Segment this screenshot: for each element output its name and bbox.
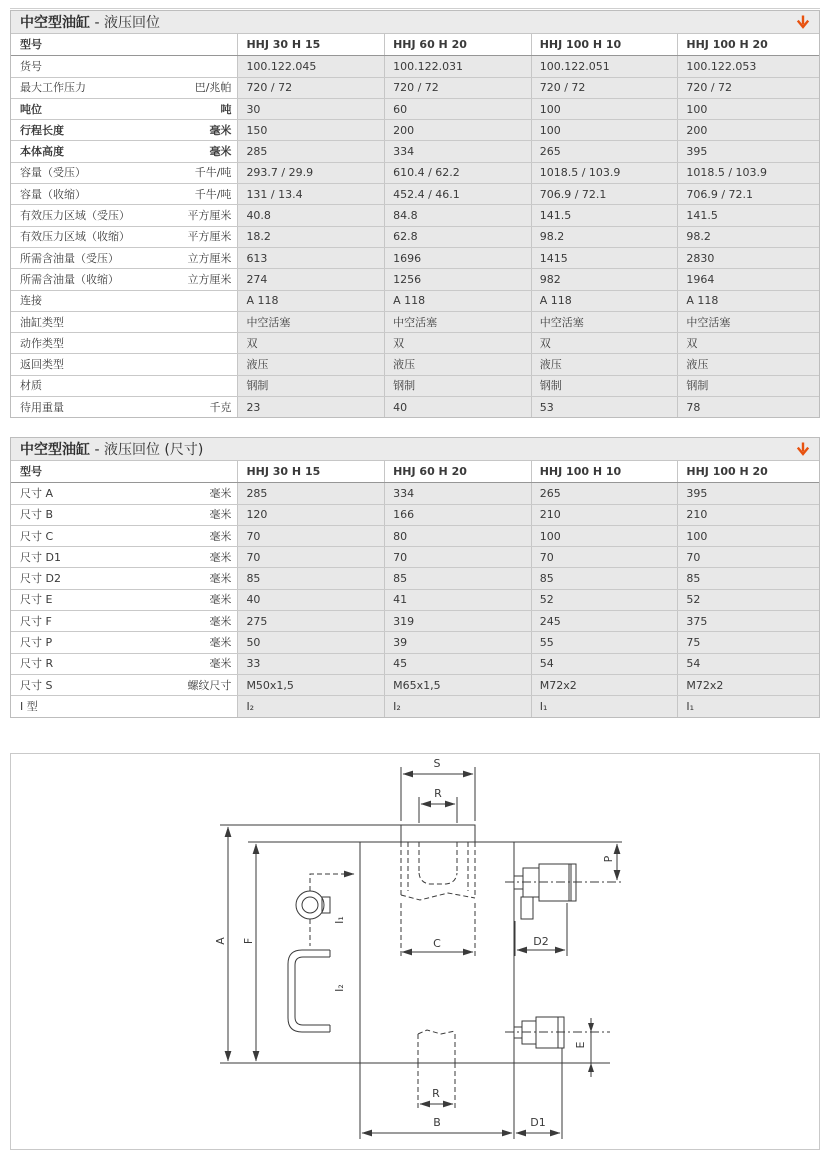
table-row <box>11 589 819 610</box>
table-row <box>11 204 819 225</box>
row-label: 货号 <box>20 59 42 73</box>
top-divider <box>10 8 820 9</box>
row-label-cell <box>11 526 237 546</box>
value-cell: 274 <box>237 269 384 289</box>
value-cell: 720 / 72 <box>531 78 678 98</box>
table-row <box>11 610 819 631</box>
row-label: 有效压力区域（收缩） <box>20 230 130 244</box>
value-cell: I₁ <box>531 696 678 716</box>
row-label-cell <box>11 675 237 695</box>
dimension-diagram <box>10 753 820 1150</box>
row-unit: 吨 <box>220 102 232 116</box>
table-row <box>11 119 819 140</box>
value-cell: 982 <box>531 269 678 289</box>
value-cell: 54 <box>531 654 678 674</box>
value-cell: 150 <box>237 120 384 140</box>
row-unit: 平方厘米 <box>187 209 232 223</box>
value-cell: 334 <box>384 141 531 161</box>
row-unit: 平方厘米 <box>187 230 232 244</box>
row-label: 尺寸 B <box>20 508 54 522</box>
row-label-cell <box>11 483 237 503</box>
row-label-cell <box>11 163 237 183</box>
row-unit: 毫米 <box>209 508 232 522</box>
row-label-cell <box>11 696 237 716</box>
table-row <box>11 332 819 353</box>
model-header-cell: HHJ 100 H 20 <box>677 34 819 55</box>
value-cell: 265 <box>531 141 678 161</box>
row-unit: 立方厘米 <box>187 251 232 265</box>
row-label-cell <box>11 99 237 119</box>
value-cell: 98.2 <box>677 227 819 247</box>
value-cell: 双 <box>384 333 531 353</box>
row-unit: 毫米 <box>209 550 232 564</box>
table-row <box>11 55 819 76</box>
value-cell: 70 <box>237 547 384 567</box>
value-cell: 53 <box>531 397 678 417</box>
dim-label-i2: I₂ <box>333 984 346 992</box>
value-cell: 钢制 <box>384 376 531 396</box>
value-cell: 54 <box>677 654 819 674</box>
value-cell: 100.122.053 <box>677 56 819 76</box>
value-cell: 2830 <box>677 248 819 268</box>
dim-label-e: E <box>574 1041 587 1049</box>
model-header-cell: HHJ 30 H 15 <box>237 34 384 55</box>
column-header-cell: 型号 <box>20 465 42 479</box>
value-cell: 141.5 <box>531 205 678 225</box>
table-row <box>11 396 819 417</box>
row-label: 连接 <box>20 294 42 308</box>
value-cell: 98.2 <box>531 227 678 247</box>
value-cell: 395 <box>677 141 819 161</box>
row-label: 待用重量 <box>20 400 64 414</box>
table1-title <box>20 12 160 32</box>
value-cell: 100.122.045 <box>237 56 384 76</box>
value-cell: I₂ <box>384 696 531 716</box>
table-row <box>11 268 819 289</box>
value-cell: 中空活塞 <box>531 312 678 332</box>
value-cell: 166 <box>384 505 531 525</box>
row-label-cell <box>11 547 237 567</box>
table2-title <box>20 439 203 459</box>
value-cell: 双 <box>237 333 384 353</box>
value-cell: 40 <box>384 397 531 417</box>
row-label-cell <box>11 291 237 311</box>
dim-label-b: B <box>433 1116 441 1129</box>
row-label-cell <box>11 205 237 225</box>
model-header-cell: HHJ 60 H 20 <box>384 461 531 482</box>
row-unit: 毫米 <box>209 657 232 671</box>
value-cell: M65x1,5 <box>384 675 531 695</box>
spec-table-section <box>10 10 820 418</box>
value-cell: 23 <box>237 397 384 417</box>
row-label: 本体高度 <box>20 145 64 159</box>
value-cell: 84.8 <box>384 205 531 225</box>
value-cell: M72x2 <box>677 675 819 695</box>
dimension-lines <box>228 774 617 1133</box>
value-cell: 100 <box>531 99 678 119</box>
row-label: 最大工作压力 <box>20 81 86 95</box>
row-label: 尺寸 D1 <box>20 550 61 564</box>
table-row <box>11 353 819 374</box>
value-cell: 452.4 / 46.1 <box>384 184 531 204</box>
row-label-cell <box>11 227 237 247</box>
row-label: I 型 <box>20 699 38 713</box>
value-cell: 319 <box>384 611 531 631</box>
table1-title-bar <box>11 11 819 34</box>
row-label: 尺寸 F <box>20 614 52 628</box>
row-unit: 螺纹尺寸 <box>187 678 232 692</box>
value-cell: 液压 <box>384 354 531 374</box>
value-cell: 中空活塞 <box>677 312 819 332</box>
handle-icon <box>288 950 330 1032</box>
value-cell: 285 <box>237 483 384 503</box>
row-label-cell <box>11 590 237 610</box>
table-row <box>11 631 819 652</box>
value-cell: 141.5 <box>677 205 819 225</box>
value-cell: I₂ <box>237 696 384 716</box>
value-cell: 钢制 <box>677 376 819 396</box>
dimension-labels <box>214 757 615 1129</box>
table-row <box>11 247 819 268</box>
dimension-table-section <box>10 437 820 718</box>
row-label: 材质 <box>20 379 42 393</box>
value-cell: 375 <box>677 611 819 631</box>
value-cell: 75 <box>677 632 819 652</box>
row-label: 尺寸 E <box>20 593 53 607</box>
value-cell: 100.122.031 <box>384 56 531 76</box>
value-cell: 1256 <box>384 269 531 289</box>
row-label: 尺寸 D2 <box>20 572 61 586</box>
table-row <box>11 567 819 588</box>
row-unit: 千牛/吨 <box>194 187 232 201</box>
value-cell: 39 <box>384 632 531 652</box>
dim-label-d2: D2 <box>533 935 549 948</box>
row-label: 动作类型 <box>20 336 64 350</box>
row-label: 吨位 <box>20 102 42 116</box>
value-cell: 双 <box>531 333 678 353</box>
table-header-row <box>11 461 819 482</box>
value-cell: 200 <box>384 120 531 140</box>
row-label: 油缸类型 <box>20 315 64 329</box>
row-label-cell <box>11 248 237 268</box>
row-unit: 毫米 <box>209 572 232 586</box>
value-cell: A 118 <box>237 291 384 311</box>
row-label-cell <box>11 312 237 332</box>
value-cell: 40.8 <box>237 205 384 225</box>
dim-label-s: S <box>433 757 441 770</box>
dim-label-a: A <box>214 937 227 945</box>
dim-label-i1: I₁ <box>333 916 346 924</box>
row-label-cell <box>11 141 237 161</box>
value-cell: A 118 <box>531 291 678 311</box>
row-label-cell <box>11 333 237 353</box>
value-cell: 40 <box>237 590 384 610</box>
value-cell: 100 <box>677 526 819 546</box>
download-arrow-icon[interactable] <box>793 440 813 458</box>
row-label-cell <box>11 269 237 289</box>
row-label-cell <box>11 505 237 525</box>
row-unit: 立方厘米 <box>187 272 232 286</box>
value-cell: 18.2 <box>237 227 384 247</box>
value-cell: 55 <box>531 632 678 652</box>
model-header-cell: HHJ 100 H 10 <box>531 34 678 55</box>
value-cell: 610.4 / 62.2 <box>384 163 531 183</box>
value-cell: 52 <box>531 590 678 610</box>
row-label: 尺寸 A <box>20 486 54 500</box>
dim-label-f: F <box>242 937 255 945</box>
row-label: 尺寸 P <box>20 636 53 650</box>
dim-label-p: P <box>602 855 615 863</box>
value-cell: 60 <box>384 99 531 119</box>
row-label-cell <box>11 56 237 76</box>
table2-title-main: 中空型油缸 <box>20 442 90 458</box>
row-unit: 毫米 <box>209 614 232 628</box>
row-label: 容量（收缩） <box>20 187 86 201</box>
model-header-cell: HHJ 100 H 20 <box>677 461 819 482</box>
row-label-cell <box>11 376 237 396</box>
value-cell: 120 <box>237 505 384 525</box>
value-cell: 85 <box>237 568 384 588</box>
row-label-cell <box>11 184 237 204</box>
value-cell: 钢制 <box>531 376 678 396</box>
table-row <box>11 525 819 546</box>
row-unit: 千克 <box>209 400 232 414</box>
table-row <box>11 183 819 204</box>
row-label-cell <box>11 632 237 652</box>
value-cell: 33 <box>237 654 384 674</box>
value-cell: 85 <box>384 568 531 588</box>
table-row <box>11 98 819 119</box>
row-unit: 毫米 <box>209 123 232 137</box>
value-cell: 85 <box>677 568 819 588</box>
value-cell: 210 <box>531 505 678 525</box>
spec-table <box>11 34 819 417</box>
value-cell: 200 <box>677 120 819 140</box>
row-unit: 毫米 <box>209 145 232 159</box>
row-label-cell <box>11 568 237 588</box>
value-cell: 52 <box>677 590 819 610</box>
value-cell: 275 <box>237 611 384 631</box>
value-cell: 78 <box>677 397 819 417</box>
row-label-cell <box>11 611 237 631</box>
row-label: 尺寸 R <box>20 657 54 671</box>
table-row <box>11 546 819 567</box>
value-cell: 210 <box>677 505 819 525</box>
extension-lines <box>220 767 622 1139</box>
download-arrow-icon[interactable] <box>793 13 813 31</box>
table-row <box>11 77 819 98</box>
value-cell: 中空活塞 <box>237 312 384 332</box>
value-cell: A 118 <box>677 291 819 311</box>
value-cell: 395 <box>677 483 819 503</box>
value-cell: 100 <box>531 526 678 546</box>
row-label: 返回类型 <box>20 358 64 372</box>
value-cell: 100 <box>677 99 819 119</box>
value-cell: I₁ <box>677 696 819 716</box>
value-cell: 720 / 72 <box>677 78 819 98</box>
row-label: 有效压力区域（受压） <box>20 209 130 223</box>
value-cell: 液压 <box>677 354 819 374</box>
value-cell: 62.8 <box>384 227 531 247</box>
column-header-cell: 型号 <box>20 38 42 52</box>
value-cell: 85 <box>531 568 678 588</box>
row-label-cell <box>11 354 237 374</box>
row-label-cell <box>11 78 237 98</box>
row-label: 容量（受压） <box>20 166 86 180</box>
value-cell: 1018.5 / 103.9 <box>531 163 678 183</box>
table-row <box>11 674 819 695</box>
table-row <box>11 226 819 247</box>
row-label: 尺寸 C <box>20 529 54 543</box>
value-cell: 1415 <box>531 248 678 268</box>
value-cell: 334 <box>384 483 531 503</box>
value-cell: 265 <box>531 483 678 503</box>
value-cell: 液压 <box>531 354 678 374</box>
model-header-cell: HHJ 100 H 10 <box>531 461 678 482</box>
value-cell: 285 <box>237 141 384 161</box>
value-cell: 70 <box>384 547 531 567</box>
table-row <box>11 695 819 716</box>
table-row <box>11 504 819 525</box>
table-row <box>11 482 819 503</box>
value-cell: 中空活塞 <box>384 312 531 332</box>
row-label: 所需含油量（受压） <box>20 251 119 265</box>
value-cell: 1964 <box>677 269 819 289</box>
row-label: 所需含油量（收缩） <box>20 272 119 286</box>
value-cell: 706.9 / 72.1 <box>677 184 819 204</box>
value-cell: 41 <box>384 590 531 610</box>
value-cell: 70 <box>531 547 678 567</box>
table-row <box>11 290 819 311</box>
table-row <box>11 140 819 161</box>
value-cell: 293.7 / 29.9 <box>237 163 384 183</box>
value-cell: M72x2 <box>531 675 678 695</box>
row-unit: 毫米 <box>209 593 232 607</box>
model-header-cell: HHJ 30 H 15 <box>237 461 384 482</box>
value-cell: A 118 <box>384 291 531 311</box>
row-label: 行程长度 <box>20 123 64 137</box>
table1-title-sub: - 液压回位 <box>90 15 160 31</box>
table-row <box>11 162 819 183</box>
value-cell: 100.122.051 <box>531 56 678 76</box>
coupler-bottom <box>505 1017 610 1048</box>
coupler-top <box>505 864 622 919</box>
value-cell: 50 <box>237 632 384 652</box>
dim-label-d1: D1 <box>530 1116 546 1129</box>
value-cell: M50x1,5 <box>237 675 384 695</box>
value-cell: 液压 <box>237 354 384 374</box>
value-cell: 1696 <box>384 248 531 268</box>
row-label-cell <box>11 120 237 140</box>
row-unit: 毫米 <box>209 636 232 650</box>
table-row <box>11 311 819 332</box>
dim-label-r-bottom: R <box>432 1087 440 1100</box>
dimension-table <box>11 461 819 717</box>
table-row <box>11 653 819 674</box>
row-unit: 毫米 <box>209 486 232 500</box>
value-cell: 720 / 72 <box>237 78 384 98</box>
model-header-cell: HHJ 60 H 20 <box>384 34 531 55</box>
value-cell: 70 <box>677 547 819 567</box>
row-unit: 毫米 <box>209 529 232 543</box>
value-cell: 70 <box>237 526 384 546</box>
row-unit: 千牛/吨 <box>194 166 232 180</box>
dim-label-c: C <box>433 937 441 950</box>
table1-title-main: 中空型油缸 <box>20 15 90 31</box>
dim-label-r-top: R <box>434 787 442 800</box>
eye-bolt-icon <box>296 874 354 946</box>
table2-title-bar <box>11 438 819 461</box>
value-cell: 245 <box>531 611 678 631</box>
value-cell: 706.9 / 72.1 <box>531 184 678 204</box>
value-cell: 100 <box>531 120 678 140</box>
table-header-row <box>11 34 819 55</box>
table-row <box>11 375 819 396</box>
value-cell: 613 <box>237 248 384 268</box>
row-label: 尺寸 S <box>20 678 53 692</box>
value-cell: 131 / 13.4 <box>237 184 384 204</box>
value-cell: 30 <box>237 99 384 119</box>
row-unit: 巴/兆帕 <box>194 81 232 95</box>
value-cell: 45 <box>384 654 531 674</box>
value-cell: 80 <box>384 526 531 546</box>
value-cell: 1018.5 / 103.9 <box>677 163 819 183</box>
value-cell: 双 <box>677 333 819 353</box>
table2-title-sub: - 液压回位 (尺寸) <box>90 442 204 458</box>
row-label-cell <box>11 397 237 417</box>
value-cell: 钢制 <box>237 376 384 396</box>
row-label-cell <box>11 654 237 674</box>
value-cell: 720 / 72 <box>384 78 531 98</box>
